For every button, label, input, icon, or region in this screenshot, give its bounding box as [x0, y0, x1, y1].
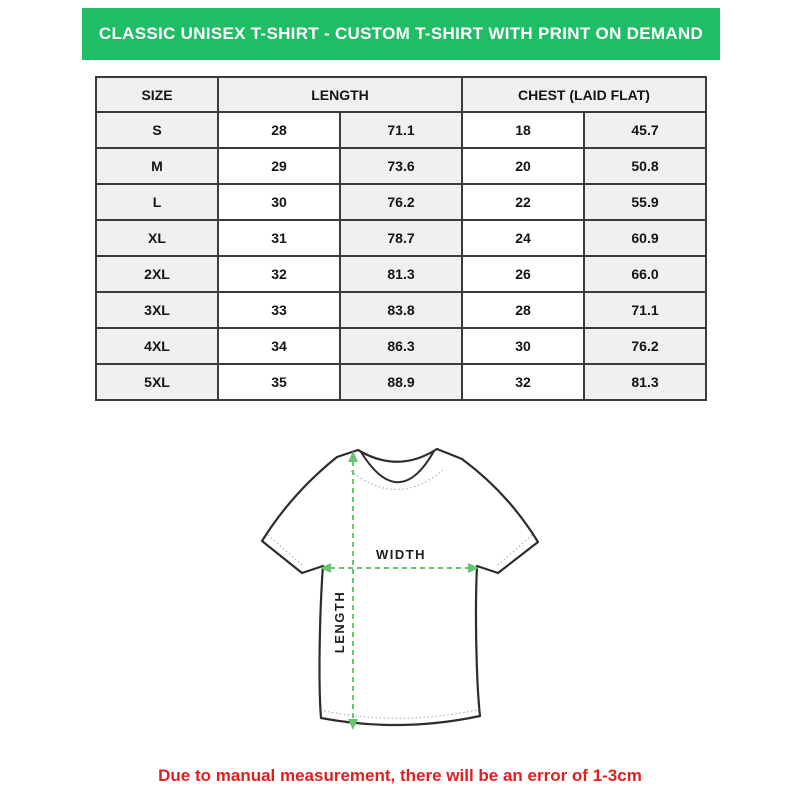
- size-cell: XL: [96, 220, 218, 256]
- length-in-cell: 33: [218, 292, 340, 328]
- length-in-cell: 30: [218, 184, 340, 220]
- size-chart-table: [95, 76, 707, 401]
- width-label: WIDTH: [375, 547, 427, 562]
- length-cm-cell: 73.6: [340, 148, 462, 184]
- chest-cm-cell: 76.2: [584, 328, 706, 364]
- table-row: [96, 292, 706, 328]
- size-cell: L: [96, 184, 218, 220]
- size-cell: 3XL: [96, 292, 218, 328]
- chest-in-cell: 18: [462, 112, 584, 148]
- chest-in-cell: 30: [462, 328, 584, 364]
- length-cm-cell: 86.3: [340, 328, 462, 364]
- chest-in-cell: 22: [462, 184, 584, 220]
- length-in-cell: 32: [218, 256, 340, 292]
- size-cell: S: [96, 112, 218, 148]
- table-row: [96, 220, 706, 256]
- length-cm-cell: 88.9: [340, 364, 462, 400]
- chest-in-cell: 26: [462, 256, 584, 292]
- size-cell: M: [96, 148, 218, 184]
- chest-in-cell: 24: [462, 220, 584, 256]
- chest-in-cell: 28: [462, 292, 584, 328]
- size-cell: 2XL: [96, 256, 218, 292]
- header-size: SIZE: [96, 77, 218, 112]
- length-label: LENGTH: [332, 590, 347, 654]
- chest-cm-cell: 45.7: [584, 112, 706, 148]
- length-cm-cell: 76.2: [340, 184, 462, 220]
- chest-cm-cell: 60.9: [584, 220, 706, 256]
- table-row: [96, 364, 706, 400]
- banner-title: CLASSIC UNISEX T-SHIRT - CUSTOM T-SHIRT WITH PRINT ON DEMAND: [82, 8, 720, 60]
- measurement-note: Due to manual measurement, there will be an error of 1-3cm: [158, 766, 642, 785]
- table-row: [96, 184, 706, 220]
- length-in-cell: 28: [218, 112, 340, 148]
- chest-cm-cell: 66.0: [584, 256, 706, 292]
- length-in-cell: 35: [218, 364, 340, 400]
- chest-in-cell: 20: [462, 148, 584, 184]
- chest-cm-cell: 71.1: [584, 292, 706, 328]
- length-in-cell: 34: [218, 328, 340, 364]
- header-chest: CHEST (LAID FLAT): [462, 77, 706, 112]
- length-cm-cell: 83.8: [340, 292, 462, 328]
- chest-cm-cell: 50.8: [584, 148, 706, 184]
- chest-cm-cell: 81.3: [584, 364, 706, 400]
- length-cm-cell: 71.1: [340, 112, 462, 148]
- length-arrowhead-bottom-icon: [348, 719, 358, 730]
- table-row: [96, 256, 706, 292]
- table-header-row: [96, 77, 706, 112]
- length-in-cell: 31: [218, 220, 340, 256]
- tshirt-diagram: [240, 435, 560, 755]
- length-cm-cell: 81.3: [340, 256, 462, 292]
- table-row: [96, 148, 706, 184]
- length-in-cell: 29: [218, 148, 340, 184]
- size-cell: 5XL: [96, 364, 218, 400]
- header-length: LENGTH: [218, 77, 462, 112]
- tshirt-outline-icon: [262, 449, 538, 725]
- chest-cm-cell: 55.9: [584, 184, 706, 220]
- table-row: [96, 112, 706, 148]
- length-cm-cell: 78.7: [340, 220, 462, 256]
- table-row: [96, 328, 706, 364]
- chest-in-cell: 32: [462, 364, 584, 400]
- size-cell: 4XL: [96, 328, 218, 364]
